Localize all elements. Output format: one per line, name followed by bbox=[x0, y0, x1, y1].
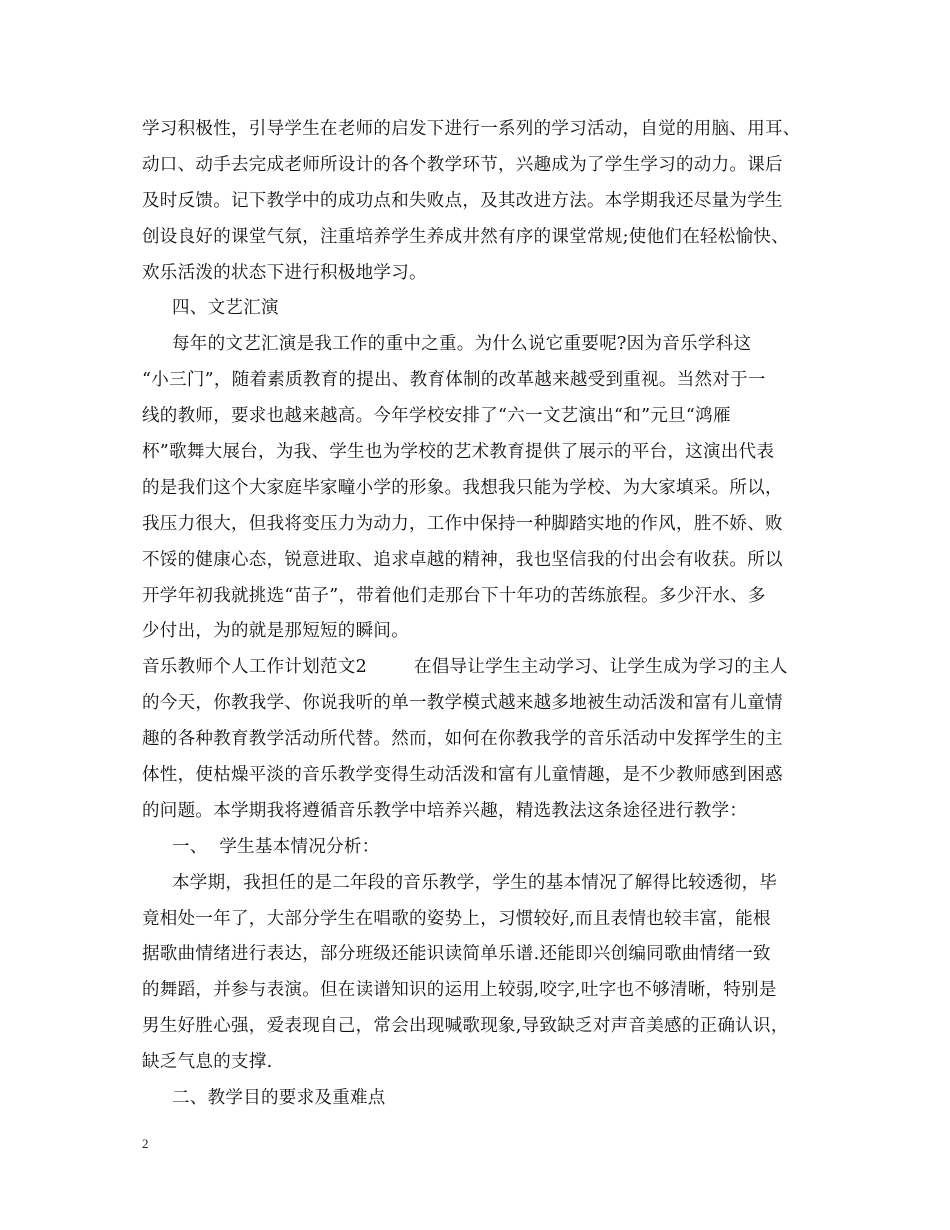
text-line: 我压力很大，但我将变压力为动力，工作中保持一种脚踏实地的作风，胜不娇、败 bbox=[142, 513, 783, 534]
text-line: 动口、动手去完成老师所设计的各个教学环节，兴趣成为了学生学习的动力。课后 bbox=[142, 154, 783, 175]
text-line: 音乐教师个人工作计划范文2 在倡导让学生主动学习、让学生成为学习的主人 bbox=[142, 657, 788, 678]
text-line: “小三门”，随着素质教育的提出、教育体制的改革越来越受到重视。当然对于一 bbox=[142, 370, 766, 391]
section-heading: 四、文艺汇演 bbox=[172, 298, 279, 319]
text-line: 本学期，我担任的是二年段的音乐教学，学生的基本情况了解得比较透彻，毕 bbox=[172, 872, 778, 893]
text-line: 线的教师，要求也越来越高。今年学校安排了“六一文艺演出“和”元旦“鸿雁 bbox=[142, 406, 731, 427]
document-body bbox=[142, 112, 822, 1117]
text-line: 杯”歌舞大展台，为我、学生也为学校的艺术教育提供了展示的平台，这演出代表 bbox=[142, 442, 775, 463]
text-line: 每年的文艺汇演是我工作的重中之重。为什么说它重要呢?因为音乐学科这 bbox=[172, 334, 752, 355]
text-line: 不馁的健康心态，锐意进取、追求卓越的精神，我也坚信我的付出会有收获。所以 bbox=[142, 549, 783, 570]
page-number: 2 bbox=[142, 1136, 149, 1151]
text-line: 的舞蹈，并参与表演。但在读谱知识的运用上较弱,咬字,吐字也不够清晰，特别是 bbox=[142, 980, 777, 1001]
text-line: 趣的各种教育教学活动所代替。然而，如何在你教我学的音乐活动中发挥学生的主 bbox=[142, 729, 783, 750]
section-heading: 二、教学目的要求及重难点 bbox=[172, 1088, 386, 1109]
text-line: 学习积极性，引导学生在老师的启发下进行一系列的学习活动，自觉的用脑、用耳、 bbox=[142, 119, 801, 139]
text-line: 的今天，你教我学、你说我听的单一教学模式越来越多地被生动活泼和富有儿童情 bbox=[142, 693, 783, 714]
text-line: 开学年初我就挑选“苗子”，带着他们走那台下十年功的苦练旅程。多少汗水、多 bbox=[142, 585, 766, 606]
text-line: 竟相处一年了，大部分学生在唱歌的姿势上，习惯较好,而且表情也较丰富，能根 bbox=[142, 908, 771, 929]
text-line: 的问题。本学期我将遵循音乐教学中培养兴趣，精选教法这条途径进行教学： bbox=[142, 800, 748, 821]
text-line: 的是我们这个大家庭毕家疃小学的形象。我想我只能为学校、为大家填采。所以， bbox=[142, 477, 783, 498]
text-line: 据歌曲情绪进行表达，部分班级还能识读简单乐谱.还能即兴创编同歌曲情绪一致 bbox=[142, 944, 771, 965]
text-line: 创设良好的课堂气氛，注重培养学生养成井然有序的课堂常规;使他们在轻松愉快、 bbox=[142, 226, 789, 247]
text-line: 男生好胜心强，爱表现自己，常会出现喊歌现象,导致缺乏对声音美感的正确认识， bbox=[142, 1016, 789, 1037]
text-line: 体性，使枯燥平淡的音乐教学变得生动活泼和富有儿童情趣，是不少教师感到困惑 bbox=[142, 765, 783, 786]
text-line: 少付出，为的就是那短短的瞬间。 bbox=[142, 621, 409, 642]
text-line: 欢乐活泼的状态下进行积极地学习。 bbox=[142, 262, 427, 283]
section-heading: 一、 学生基本情况分析： bbox=[172, 836, 380, 857]
text-line: 缺乏气息的支撑. bbox=[142, 1052, 273, 1073]
text-line: 及时反馈。记下教学中的成功点和失败点，及其改进方法。本学期我还尽量为学生 bbox=[142, 190, 783, 211]
